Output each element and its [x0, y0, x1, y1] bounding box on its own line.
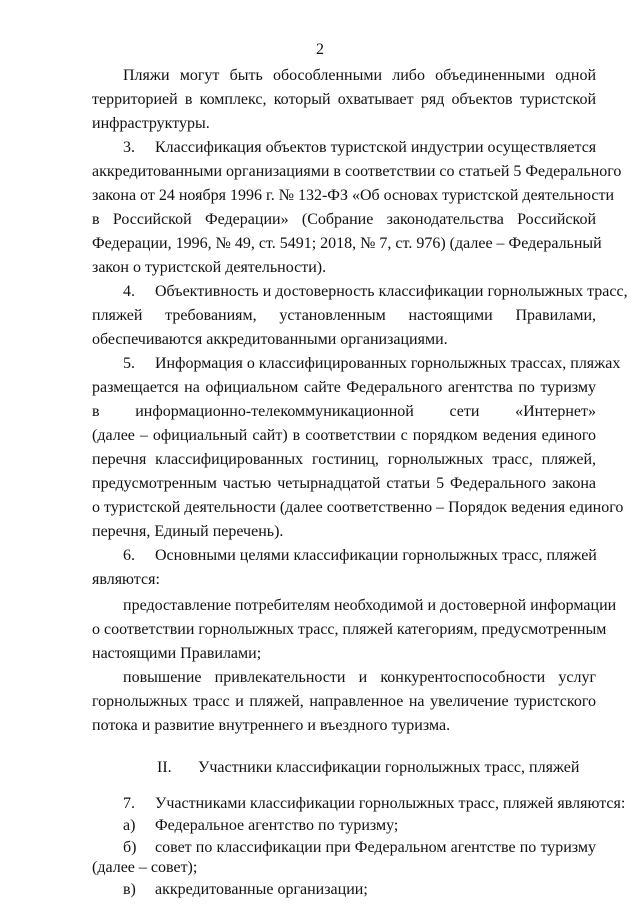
text-line: потока и развитие внутреннего и въездного туризма.	[92, 717, 451, 734]
section-number: II.	[157, 759, 172, 776]
text-line: обеспечиваются аккредитованными организациями.	[92, 331, 448, 348]
text-line: горнолыжных трасс и пляжей, направленное на увеличение туристского	[92, 693, 596, 710]
text-line: закон о туристской деятельности).	[92, 259, 327, 276]
paragraph-number: 5.	[123, 355, 135, 372]
text-line: закона от 24 ноября 1996 г. № 132-ФЗ «Об основах туристской деятельности	[92, 187, 615, 204]
paragraph-number: 6.	[123, 547, 135, 564]
text-line: предоставление потребителям необходимой и достоверной информации	[123, 597, 617, 614]
text-line: аккредитованными организациями в соответствии со статьей 5 Федерального	[92, 163, 622, 180]
paragraph-number: 3.	[123, 139, 135, 156]
text-line: Основными целями классификации горнолыжных трасс, пляжей	[155, 547, 597, 564]
text-line: размещается на официальном сайте Федерального агентства по туризму	[92, 379, 596, 396]
text-line: (далее – совет);	[92, 859, 198, 876]
text-line: территорией в комплекс, который охватывает ряд объектов туристской	[92, 91, 596, 108]
list-item: аккредитованные организации;	[155, 881, 368, 898]
list-item: Федеральное агентство по туризму;	[155, 817, 399, 834]
text-line: о соответствии горнолыжных трасс, пляжей категориям, предусмотренным	[92, 621, 607, 638]
section-title: Участники классификации горнолыжных трасс, пляжей	[198, 759, 580, 776]
text-line: являются:	[92, 571, 160, 588]
text-line: (далее – официальный сайт) в соответствии с порядком ведения единого	[92, 427, 596, 444]
paragraph-number: 7.	[123, 795, 135, 812]
list-item: совет по классификации при Федеральном агентстве по туризму	[155, 839, 596, 856]
text-line: повышение привлекательности и конкурентоспособности услуг	[123, 669, 596, 686]
page-number: 2	[316, 41, 324, 58]
text-line: перечня, Единый перечень).	[92, 523, 284, 540]
text-line: Федерации, 1996, № 49, ст. 5491; 2018, № 7, ст. 976) (далее – Федеральный	[92, 235, 602, 252]
text-line: Информация о классифицированных горнолыжных трассах, пляжах	[155, 355, 621, 372]
text-line: настоящими Правилами;	[92, 645, 262, 662]
text-line: перечня классифицированных гостиниц, горнолыжных трасс, пляжей,	[92, 451, 596, 468]
list-marker: а)	[123, 817, 136, 834]
text-line: в информационно-телекоммуникационной сети «Интернет»	[92, 403, 596, 420]
text-line: пляжей требованиям, установленным настоящими Правилами,	[92, 307, 596, 324]
text-line: предусмотренным частью четырнадцатой статьи 5 Федерального закона	[92, 475, 596, 492]
text-line: Классификация объектов туристской индустрии осуществляется	[155, 139, 597, 156]
text-line: Пляжи могут быть обособленными либо объединенными одной	[123, 67, 596, 84]
text-line: о туристской деятельности (далее соответственно – Порядок ведения единого	[92, 499, 624, 516]
list-marker: б)	[123, 839, 137, 856]
paragraph-number: 4.	[123, 283, 135, 300]
text-line: Объективность и достоверность классификации горнолыжных трасс,	[155, 283, 628, 300]
text-line: в Российской Федерации» (Собрание законодательства Российской	[92, 211, 596, 228]
list-marker: в)	[123, 881, 136, 898]
text-line: Участниками классификации горнолыжных трасс, пляжей являются:	[155, 795, 626, 812]
text-line: инфраструктуры.	[92, 115, 210, 132]
